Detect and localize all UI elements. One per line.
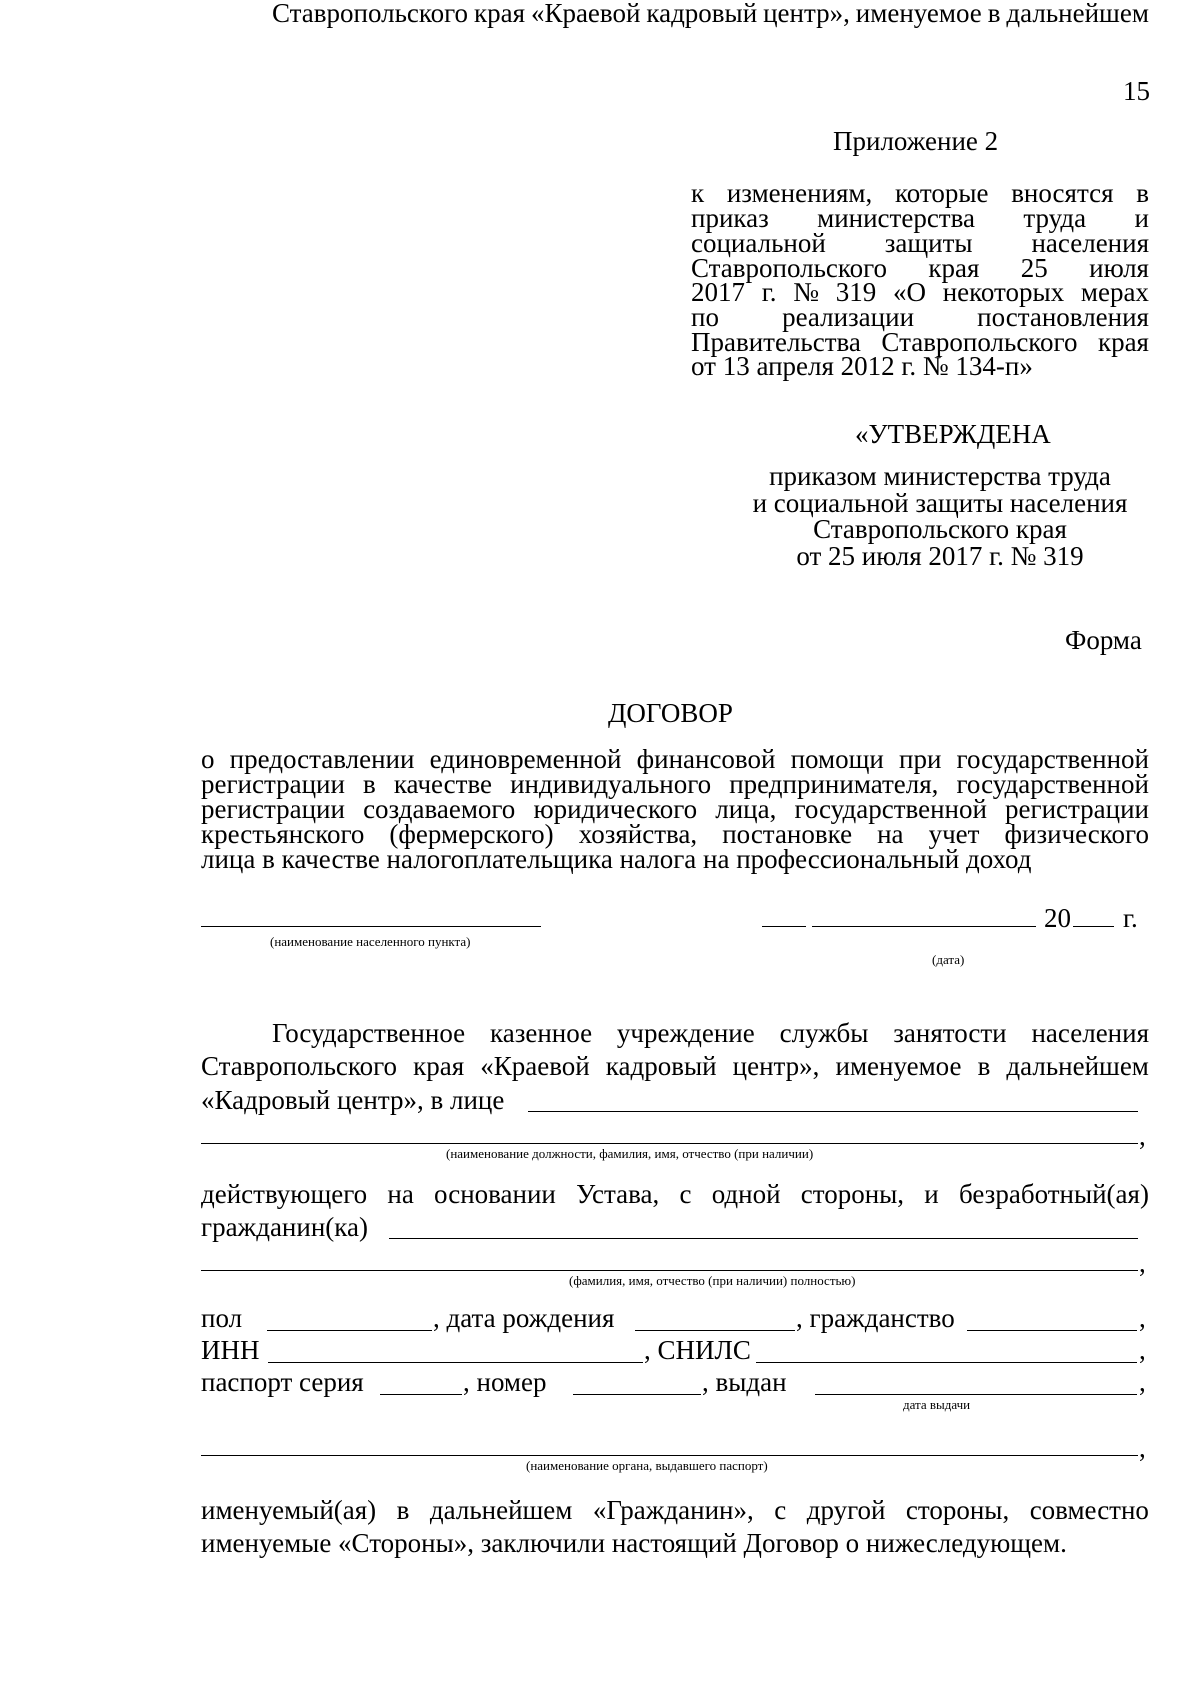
word: вносятся [1011, 178, 1114, 208]
word: с [774, 1495, 787, 1525]
word: к [691, 178, 705, 208]
word: регистрации [201, 769, 345, 799]
word: (фермерского) [389, 819, 554, 849]
p1-last-line: «Кадровый центр», в лице [201, 1085, 505, 1115]
sex-label: пол [201, 1303, 243, 1333]
approved-line-1: приказом министерства труда [769, 461, 1111, 491]
word: юридического [533, 794, 698, 824]
date-day-field[interactable] [762, 926, 806, 927]
word: предпринимателя, [729, 769, 939, 799]
word: при [899, 744, 942, 774]
p3-line [201, 1497, 1149, 1524]
passport-number-label: , номер [463, 1367, 547, 1397]
passport-issued-label: , выдан [702, 1367, 787, 1397]
word: постановления [977, 302, 1149, 332]
word: качестве [393, 769, 493, 799]
dob-label: , дата рождения [433, 1303, 615, 1333]
word: министерства [817, 203, 975, 233]
word: № [793, 277, 820, 307]
word: хозяйства, [578, 819, 698, 849]
word: края [413, 1051, 465, 1081]
word: приказ [691, 203, 769, 233]
passport-series-field[interactable] [380, 1394, 462, 1395]
word: «О [892, 277, 926, 307]
word: в [1136, 178, 1149, 208]
word: кадровый [605, 1051, 717, 1081]
word: реализации [782, 302, 915, 332]
date-month-field[interactable] [812, 926, 1036, 927]
comma-5: , [1139, 1367, 1146, 1397]
word: края [473, 0, 525, 28]
word: Ставропольского [691, 253, 888, 283]
word: г. [761, 277, 777, 307]
p2-last-line: гражданин(ка) [201, 1212, 368, 1242]
word: населения [1031, 228, 1149, 258]
word: центр», [763, 0, 850, 28]
word: 2017 [691, 277, 745, 307]
p1-line [272, 0, 1149, 27]
passport-issue-field[interactable] [815, 1394, 1137, 1395]
year-prefix: 20 [1044, 903, 1071, 933]
passport-number-field[interactable] [573, 1394, 701, 1395]
approved-line-3: Ставропольского края [813, 514, 1067, 544]
word: труда [1023, 203, 1087, 233]
representative-field[interactable] [528, 1111, 1138, 1112]
date-year-field[interactable] [1073, 926, 1114, 927]
word: на [387, 1179, 414, 1209]
word: «Краевой [530, 0, 641, 28]
p1-line [201, 1053, 1149, 1080]
word: и [1134, 203, 1149, 233]
sex-field[interactable] [267, 1330, 432, 1331]
place-caption: (наименование населенного пункта) [270, 934, 471, 949]
approved-title: «УТВЕРЖДЕНА [855, 419, 1051, 449]
word: некоторых [942, 277, 1065, 307]
word: социальной [691, 228, 826, 258]
word: дальнейшем [1006, 1051, 1149, 1081]
word: и [924, 1179, 939, 1209]
word: лица, [715, 794, 777, 824]
word: в [396, 1495, 410, 1525]
word: стороны, [905, 1495, 1010, 1525]
inn-label: ИНН [201, 1335, 260, 1365]
word: службы [779, 1018, 869, 1048]
word: с [679, 1179, 692, 1209]
word: именуемое [855, 0, 982, 28]
word: именуемый(ая) [201, 1495, 377, 1525]
word: центр», [732, 1051, 820, 1081]
word: дальнейшем [429, 1495, 573, 1525]
comma-1: , [1139, 1121, 1146, 1151]
word: индивидуального [510, 769, 712, 799]
word: Правительства [691, 327, 861, 357]
word: государственной [956, 769, 1149, 799]
word: Государственное [272, 1018, 466, 1048]
word: государственной [956, 744, 1149, 774]
word: другой [806, 1495, 886, 1525]
document-title: ДОГОВОР [608, 698, 733, 728]
word: стороны, [800, 1179, 905, 1209]
appendix-title: Приложение 2 [833, 126, 999, 156]
p1-line [272, 1020, 1149, 1047]
inn-field[interactable] [268, 1362, 643, 1363]
word: защиты [884, 228, 973, 258]
word: физического [1004, 819, 1149, 849]
word: регистрации [201, 794, 345, 824]
word: учет [928, 819, 980, 849]
word: 25 [1020, 253, 1048, 283]
passport-series-label: паспорт серия [201, 1367, 364, 1397]
subject-last-line: лица в качестве налогоплательщика налога на профессиональный доход [201, 844, 1032, 874]
word: в [987, 0, 1001, 28]
issuing-authority-field[interactable] [201, 1455, 1138, 1456]
word: в [363, 769, 376, 799]
approved-line-2: и социальной защиты населения [752, 488, 1128, 518]
position-name-field[interactable] [201, 1143, 1138, 1144]
p2-line [201, 1181, 1149, 1208]
word: дальнейшем [1006, 0, 1149, 28]
citizen-name-field[interactable] [389, 1238, 1138, 1239]
word: именуемое [835, 1051, 962, 1081]
word: кадровый [646, 0, 758, 28]
position-caption: (наименование должности, фамилия, имя, отчество (при наличии) [446, 1146, 814, 1161]
dob-field[interactable] [635, 1330, 795, 1331]
word: совместно [1029, 1495, 1149, 1525]
word: казенное [490, 1018, 593, 1048]
date-caption: (дата) [932, 952, 965, 967]
appendix-last-line: от 13 апреля 2012 г. № 134-п» [691, 351, 1033, 381]
word: помощи [790, 744, 884, 774]
snils-label: , СНИЛС [644, 1335, 751, 1365]
word: по [691, 302, 719, 332]
citizenship-field[interactable] [967, 1330, 1137, 1331]
fio-caption: (фамилия, имя, отчество (при наличии) полностью) [569, 1273, 856, 1288]
word: регистрации [1005, 794, 1149, 824]
word: края [928, 253, 980, 283]
word: создаваемого [363, 794, 516, 824]
word: Устава, [576, 1179, 660, 1209]
word: 319 [835, 277, 877, 307]
word: на [877, 819, 904, 849]
comma-2: , [1139, 1248, 1146, 1278]
word: финансовой [636, 744, 776, 774]
comma-4: , [1139, 1335, 1146, 1365]
citizen-full-name-field[interactable] [201, 1270, 1138, 1271]
word: занятости [893, 1018, 1007, 1048]
word: единовременной [429, 744, 622, 774]
word: безработный(ая) [958, 1179, 1149, 1209]
word: Ставропольского [272, 0, 469, 28]
word: которые [894, 178, 989, 208]
issue-date-caption: дата выдачи [903, 1397, 971, 1412]
word: «Гражданин», [592, 1495, 754, 1525]
word: предоставлении [229, 744, 415, 774]
word: крестьянского [201, 819, 365, 849]
word: государственной [794, 794, 987, 824]
word: Ставропольского [201, 1051, 398, 1081]
word: одной [711, 1179, 781, 1209]
authority-caption: (наименование органа, выдавшего паспорт) [526, 1458, 768, 1473]
page-number: 15 [1123, 76, 1150, 106]
word: июля [1089, 253, 1149, 283]
p3-last-line: именуемые «Стороны», заключили настоящий Договор о нижеследующем. [201, 1528, 1067, 1558]
word: Ставропольского [881, 327, 1078, 357]
word: мерах [1080, 277, 1149, 307]
snils-field[interactable] [756, 1362, 1137, 1363]
word: изменениям, [726, 178, 873, 208]
word: края [1097, 327, 1149, 357]
word: населения [1031, 1018, 1149, 1048]
citizenship-label: , гражданство [796, 1303, 955, 1333]
comma-6: , [1139, 1433, 1146, 1463]
word: действующего [201, 1179, 368, 1209]
word: о [201, 744, 215, 774]
word: учреждение [616, 1018, 755, 1048]
place-field[interactable] [201, 926, 541, 927]
year-suffix: г. [1123, 903, 1138, 933]
comma-3: , [1139, 1303, 1146, 1333]
word: основании [434, 1179, 556, 1209]
word: постановке [722, 819, 853, 849]
word: в [977, 1051, 991, 1081]
word: «Краевой [480, 1051, 590, 1081]
form-label: Форма [1065, 625, 1142, 655]
approved-line-4: от 25 июля 2017 г. № 319 [796, 541, 1084, 571]
